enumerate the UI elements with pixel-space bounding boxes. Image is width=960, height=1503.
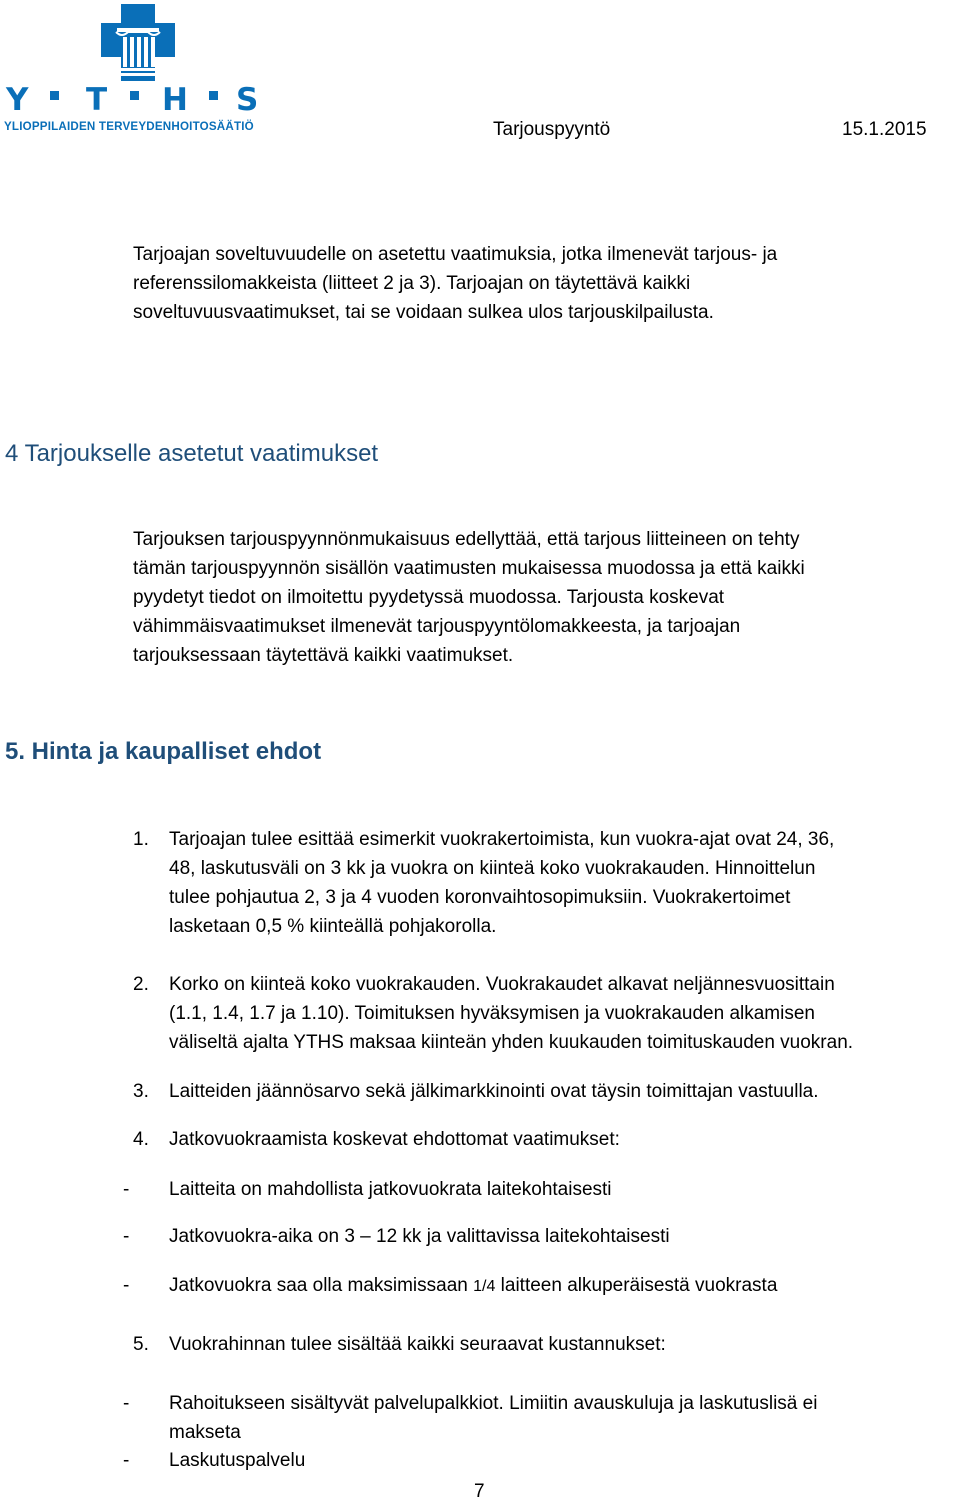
bullet-item: Laskutuspalvelu: [169, 1450, 306, 1471]
bullet-dash: -: [123, 1275, 130, 1296]
text-line: Laitteiden jäännösarvo sekä jälkimarkkinointi ovat täysin toimittajan vastuulla.: [169, 1081, 819, 1102]
text-line: pyydetyt tiedot on ilmoitettu pyydetyssä muodossa. Tarjousta koskevat: [133, 587, 725, 608]
text-line: Tarjoajan tulee esittää esimerkit vuokrakertoimista, kun vuokra-ajat ovat 24, 36,: [169, 829, 835, 850]
text-line: tulee pohjautua 2, 3 ja 4 vuoden koronvaihtosopimuksiin. Vuokrakertoimet: [169, 887, 791, 908]
bullet-text: Jatkovuokra saa olla maksimissaan: [169, 1275, 474, 1296]
text-line: väliseltä ajalta YTHS maksaa kiinteän yhden kuukauden toimituskauden vuokran.: [169, 1032, 854, 1053]
logo-letter-h: H: [162, 82, 188, 118]
text-line: 48, laskutusväli on 3 kk ja vuokra on kiinteä koko vuokrakauden. Hinnoittelun: [169, 858, 816, 879]
list-item: Vuokrahinnan tulee sisältää kaikki seuraavat kustannukset:: [169, 1334, 666, 1355]
text-line: makseta: [169, 1422, 241, 1443]
bullet-dash: -: [123, 1226, 130, 1247]
bullet-dash: -: [123, 1393, 130, 1414]
fraction-text: 1/4: [473, 1278, 496, 1295]
list-item-number: 4.: [133, 1129, 149, 1150]
list-item: [169, 970, 959, 1057]
logo-dot: [130, 91, 139, 100]
text-line: tarjouksessaan täytettävä kaikki vaatimukset.: [133, 645, 514, 666]
bullet-dash: -: [123, 1450, 130, 1471]
list-item-number: 3.: [133, 1081, 149, 1102]
section-4-paragraph: [133, 525, 913, 670]
document-title: Tarjouspyyntö: [493, 119, 611, 140]
text-line: referenssilomakkeista (liitteet 2 ja 3). Tarjoajan on täytettävä kaikki: [133, 273, 691, 294]
list-item: [169, 1125, 959, 1154]
bullet-item: Jatkovuokra-aika on 3 – 12 kk ja valittavissa laitekohtaisesti: [169, 1226, 670, 1247]
logo-dot: [209, 91, 218, 100]
logo-subtitle: YLIOPPILAIDEN TERVEYDENHOITOSÄÄTIÖ: [4, 120, 254, 133]
text-line: (1.1, 1.4, 1.7 ja 1.10). Toimituksen hyväksymisen ja vuokrakauden alkamisen: [169, 1003, 815, 1024]
yths-logo: [4, 2, 262, 138]
list-item-number: 1.: [133, 829, 149, 850]
column-cross-logo-icon: [4, 2, 262, 92]
section-4-heading: 4 Tarjoukselle asetetut vaatimukset: [5, 440, 379, 467]
text-line: Jatkovuokraamista koskevat ehdottomat vaatimukset:: [169, 1129, 620, 1150]
text-line: vähimmäisvaatimukset ilmenevät tarjouspyyntölomakkeesta, ja tarjoajan: [133, 616, 741, 637]
logo-letters: [4, 82, 260, 116]
list-item-number: 2.: [133, 974, 149, 995]
logo-dot: [50, 91, 59, 100]
list-item: [169, 825, 959, 941]
list-item-number: 5.: [133, 1334, 149, 1355]
bullet-text: laitteen alkuperäisestä vuokrasta: [495, 1275, 778, 1296]
text-line: Tarjoajan soveltuvuudelle on asetettu vaatimuksia, jotka ilmenevät tarjous- ja: [133, 244, 778, 265]
text-line: tämän tarjouspyynnön sisällön vaatimusten mukaisessa muodossa ja että kaikki: [133, 558, 805, 579]
bullet-dash: -: [123, 1179, 130, 1200]
intro-paragraph: [133, 240, 913, 327]
bullet-item: Laitteita on mahdollista jatkovuokrata laitekohtaisesti: [169, 1179, 612, 1200]
logo-letter-s: S: [236, 82, 259, 118]
text-line: soveltuvuusvaatimukset, tai se voidaan sulkea ulos tarjouskilpailusta.: [133, 302, 714, 323]
text-line: Rahoitukseen sisältyvät palvelupalkkiot. Limiitin avauskuluja ja laskutuslisä ei: [169, 1393, 818, 1414]
section-5-heading: 5. Hinta ja kaupalliset ehdot: [5, 738, 322, 765]
text-line: lasketaan 0,5 % kiinteällä pohjakorolla.: [169, 916, 497, 937]
text-line: Korko on kiinteä koko vuokrakauden. Vuokrakaudet alkavat neljännesvuosittain: [169, 974, 835, 995]
page-number: 7: [474, 1481, 485, 1502]
logo-letter-y: Y: [6, 82, 29, 118]
bullet-item: [169, 1271, 959, 1301]
list-item: [169, 1077, 959, 1106]
bullet-item: [169, 1389, 959, 1447]
logo-letter-t: T: [86, 82, 108, 118]
text-line: Tarjouksen tarjouspyynnönmukaisuus edellyttää, että tarjous liitteineen on tehty: [133, 529, 800, 550]
document-date: 15.1.2015: [842, 119, 927, 140]
